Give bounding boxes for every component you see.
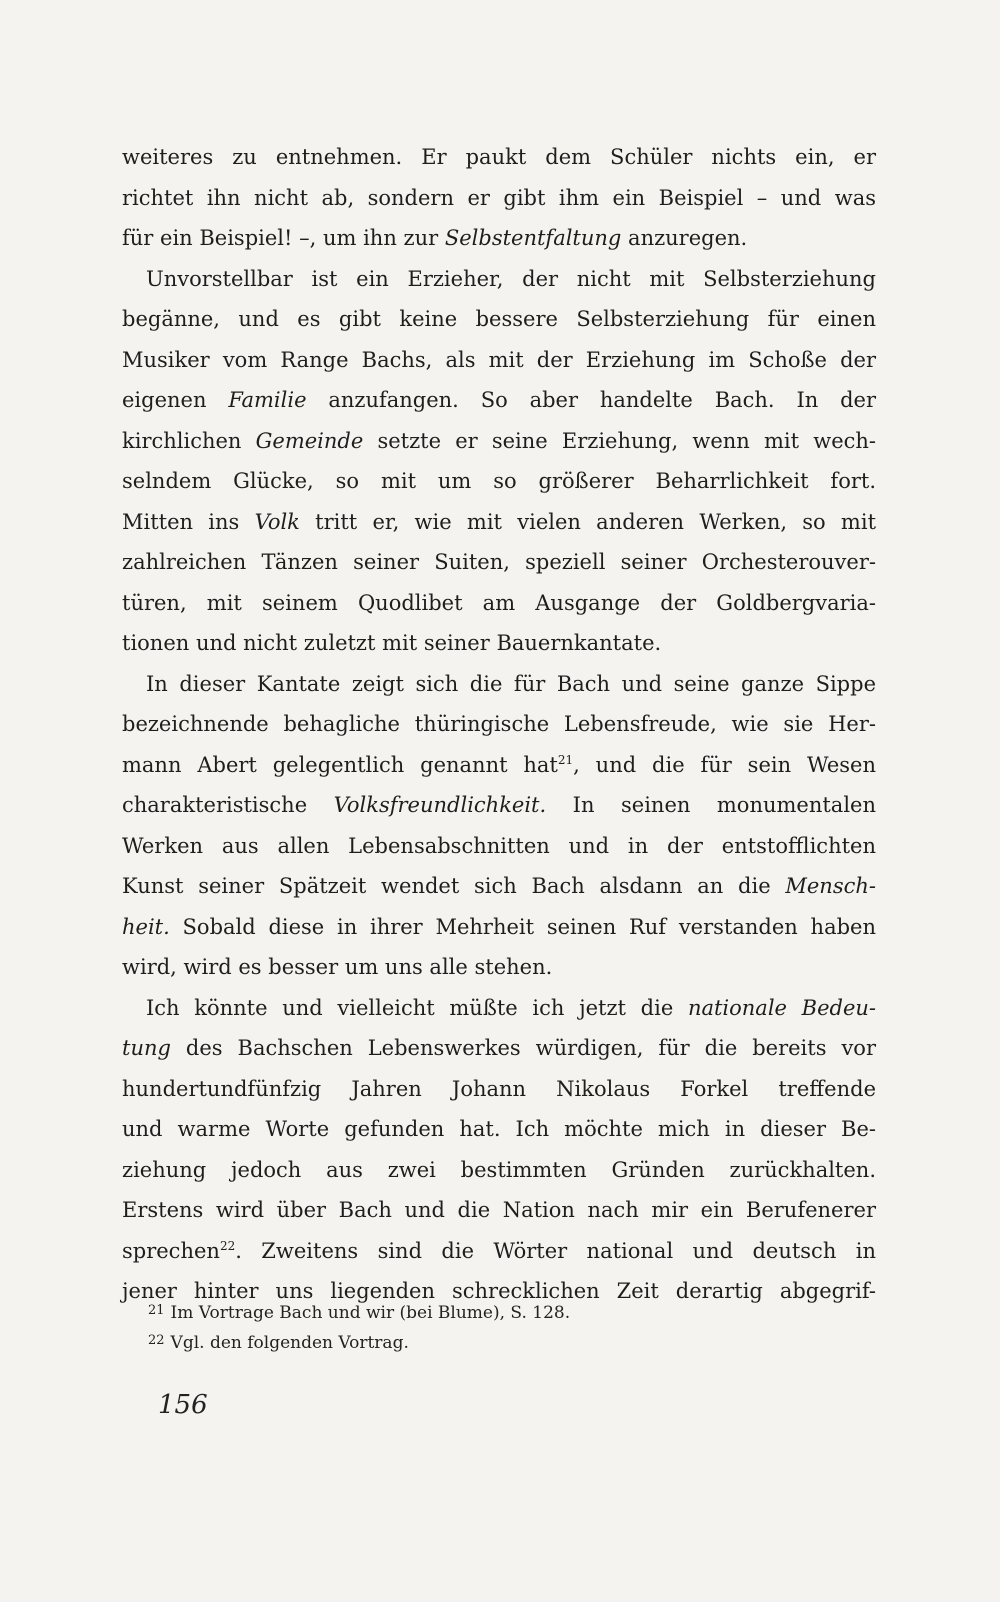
emphasized-text: Volk [254, 509, 300, 534]
text-line [122, 1109, 876, 1150]
text-line [122, 461, 876, 502]
text-segment: Ich könnte und vielleicht müßte ich jetzt die [146, 995, 688, 1020]
text-line [122, 421, 876, 462]
text-segment: . Zweitens sind die Wörter national und deutsch in [235, 1238, 876, 1263]
emphasized-text: Selbstentfaltung [444, 226, 622, 250]
text-segment: begänne, und es gibt keine bessere Selbsterziehung für einen [122, 307, 876, 331]
text-segment: sprechen [122, 1238, 220, 1263]
body-text [122, 137, 876, 1312]
emphasized-text: Volksfreundlichkeit. [333, 793, 547, 817]
text-line [122, 1190, 876, 1231]
text-line [122, 259, 876, 300]
text-segment: Mitten ins [122, 509, 255, 534]
text-line [122, 745, 876, 786]
text-segment: Erstens wird über Bach und die Nation nach mir ein Berufenerer [122, 1198, 876, 1222]
text-line [122, 218, 876, 259]
text-line [122, 947, 876, 988]
text-segment: anzufangen. So aber handelte Bach. In der [306, 388, 877, 412]
text-segment: setzte er seine Erziehung, wenn mit wech- [363, 428, 876, 453]
text-line [122, 1028, 876, 1069]
text-line [122, 866, 876, 907]
footnote-reference: 22 [219, 1238, 236, 1253]
text-segment: und warme Worte gefunden hat. Ich möchte mich in dieser Be- [122, 1117, 876, 1141]
footnotes [148, 1297, 848, 1357]
text-line [122, 502, 876, 543]
text-line [122, 380, 876, 421]
text-segment: Kunst seiner Spätzeit wendet sich Bach alsdann an die [122, 874, 786, 898]
text-segment: Musiker vom Range Bachs, als mit der Erziehung im Schoße der [122, 347, 876, 372]
text-segment: kirchlichen [122, 428, 256, 453]
footnote-number: 21 [148, 1303, 165, 1318]
text-line [122, 299, 876, 340]
text-line [122, 826, 876, 867]
text-line [122, 137, 876, 178]
text-line [122, 1069, 876, 1110]
footnote-21 [148, 1297, 848, 1327]
text-line [122, 704, 876, 745]
footnote-22 [148, 1327, 848, 1357]
text-segment: charakteristische [122, 793, 334, 817]
footnote-number: 22 [148, 1333, 165, 1348]
emphasized-text: Mensch- [785, 874, 876, 898]
emphasized-text: Gemeinde [255, 428, 364, 453]
text-segment: zahlreichen Tänzen seiner Suiten, speziell seiner Orchesterouver- [122, 550, 876, 574]
text-line [122, 542, 876, 583]
text-line [122, 340, 876, 381]
text-line [122, 1231, 876, 1272]
text-line [122, 623, 876, 664]
text-segment: wird, wird es besser um uns alle stehen. [122, 955, 553, 979]
text-segment: Werken aus allen Lebensabschnitten und in der entstofflichten [122, 833, 876, 858]
emphasized-text: tung [122, 1036, 171, 1060]
footnote-text: Vgl. den folgenden Vortrag. [170, 1333, 409, 1353]
text-segment: türen, mit seinem Quodlibet am Ausgange der Goldbergvaria- [122, 590, 876, 615]
text-line [122, 583, 876, 624]
text-segment: bezeichnende behagliche thüringische Lebensfreude, wie sie Her- [122, 712, 876, 736]
emphasized-text: nationale Bedeu- [687, 995, 877, 1020]
text-line [122, 664, 876, 705]
text-segment: tionen und nicht zuletzt mit seiner Bauernkantate. [122, 631, 662, 655]
text-segment: In dieser Kantate zeigt sich die für Bach und seine ganze Sippe [146, 671, 876, 696]
text-segment: , und die für sein Wesen [573, 752, 876, 777]
text-segment: mann Abert gelegentlich genannt hat [122, 752, 558, 777]
text-segment: Sobald diese in ihrer Mehrheit seinen Ruf verstanden haben [169, 914, 876, 939]
text-segment: anzuregen. [621, 226, 748, 250]
emphasized-text: heit. [122, 914, 170, 939]
text-line [122, 988, 876, 1029]
text-segment: ziehung jedoch aus zwei bestimmten Gründen zurückhalten. [122, 1157, 876, 1182]
text-segment: In seinen monumentalen [546, 793, 876, 817]
text-line [122, 785, 876, 826]
text-segment: eigenen [122, 388, 229, 412]
emphasized-text: Familie [228, 388, 307, 412]
footnote-text: Im Vortrage Bach und wir (bei Blume), S. 128. [170, 1303, 571, 1323]
page-number: 156 [158, 1390, 208, 1420]
text-segment: jener hinter uns liegenden schrecklichen Zeit derartig abgegrif- [122, 1279, 876, 1303]
text-line [122, 1150, 876, 1191]
text-segment: weiteres zu entnehmen. Er paukt dem Schüler nichts ein, er [122, 145, 876, 169]
text-segment: selndem Glücke, so mit um so größerer Beharrlichkeit fort. [122, 469, 876, 493]
text-segment: tritt er, wie mit vielen anderen Werken, so mit [299, 509, 877, 534]
text-line [122, 907, 876, 948]
text-segment: richtet ihn nicht ab, sondern er gibt ihm ein Beispiel – und was [122, 185, 876, 210]
text-segment: Unvorstellbar ist ein Erzieher, der nicht mit Selbsterziehung [146, 266, 876, 291]
text-line [122, 178, 876, 219]
text-segment: des Bachschen Lebenswerkes würdigen, für die bereits vor [170, 1036, 876, 1060]
text-segment: hundertundfünfzig Jahren Johann Nikolaus Forkel treffende [122, 1076, 876, 1101]
footnote-reference: 21 [557, 752, 574, 767]
text-segment: für ein Beispiel! –, um ihn zur [122, 226, 445, 250]
